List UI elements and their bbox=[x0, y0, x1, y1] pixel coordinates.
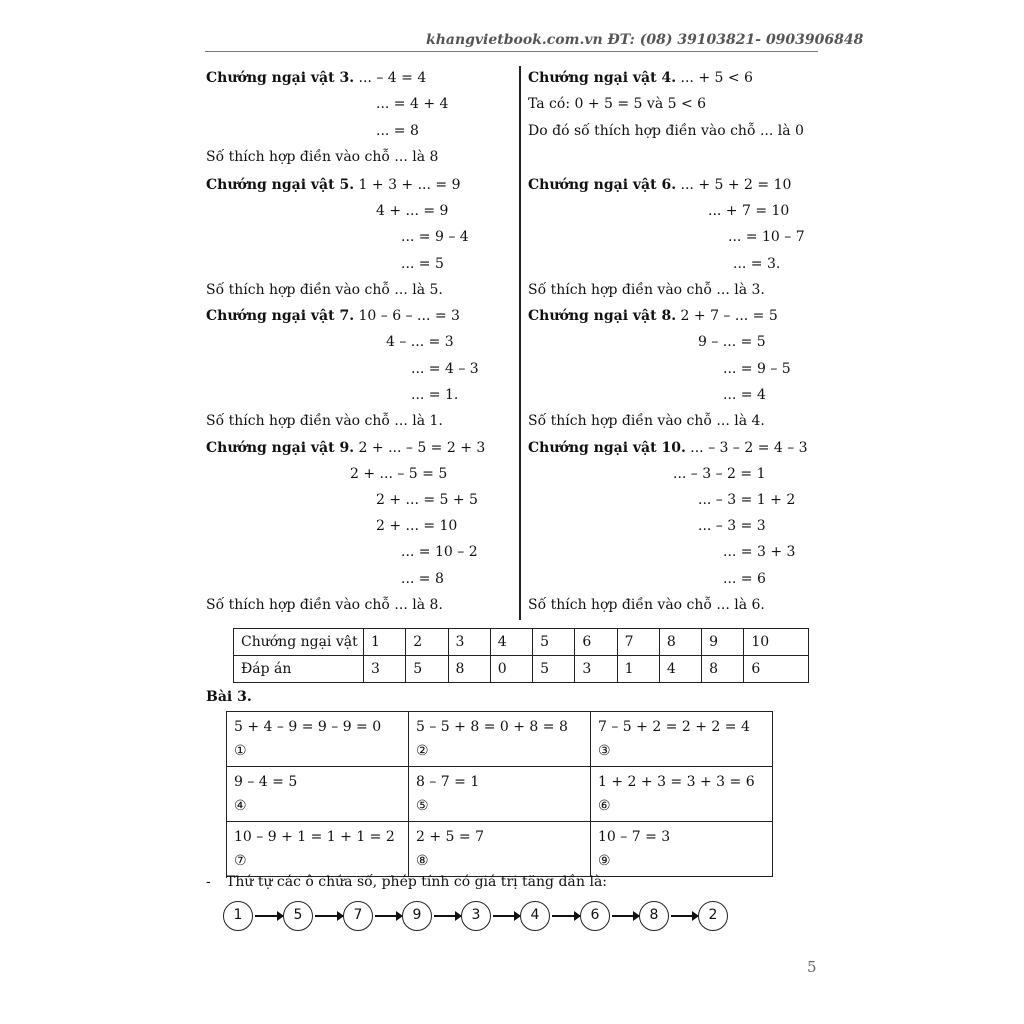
obstacle-5-line3: ... = 9 – 4 bbox=[401, 229, 469, 245]
bai3-expr: 7 – 5 + 2 = 2 + 2 = 4 bbox=[598, 719, 750, 735]
answer-table-cell: 6 bbox=[744, 656, 809, 683]
answer-table-cell: 3 bbox=[575, 656, 617, 683]
sequence-node: 3 bbox=[461, 901, 491, 931]
answer-table-cell: 3 bbox=[364, 656, 406, 683]
answer-table-cell: 10 bbox=[744, 629, 809, 656]
bai3-row bbox=[227, 712, 773, 767]
bai3-mark: ④ bbox=[234, 798, 247, 814]
bai3-row bbox=[227, 767, 773, 822]
arrow bbox=[493, 915, 520, 917]
answer-table-row-answers bbox=[234, 656, 809, 683]
obstacle-8-line4: ... = 4 bbox=[723, 387, 766, 403]
sequence-node: 1 bbox=[223, 901, 253, 931]
sequence-node: 7 bbox=[343, 901, 373, 931]
obstacle-4-line2: Ta có: 0 + 5 = 5 và 5 < 6 bbox=[528, 96, 707, 112]
answer-table-cell: 9 bbox=[702, 629, 744, 656]
arrow bbox=[255, 915, 283, 917]
obstacle-8-line3: ... = 9 – 5 bbox=[723, 361, 791, 377]
bai3-cell bbox=[409, 712, 591, 767]
sequence-node: 6 bbox=[580, 901, 610, 931]
answer-table-cell: 1 bbox=[617, 656, 659, 683]
order-instruction: Thứ tự các ô chứa số, phép tính có giá trị tăng dần là: bbox=[226, 874, 608, 890]
obstacle-3-line1: Chướng ngại vật 3. ... – 4 = 4 bbox=[206, 70, 427, 86]
bai3-cell bbox=[591, 712, 773, 767]
obstacle-9-line2: 2 + ... – 5 = 5 bbox=[350, 466, 448, 482]
obstacle-9-line6: ... = 8 bbox=[401, 571, 444, 587]
bai3-expr: 1 + 2 + 3 = 3 + 3 = 6 bbox=[598, 774, 755, 790]
answer-table-cell: 4 bbox=[490, 629, 532, 656]
arrow bbox=[434, 915, 461, 917]
obstacle-6-line1: Chướng ngại vật 6. ... + 5 + 2 = 10 bbox=[528, 177, 792, 193]
obstacle-10-line4: ... – 3 = 3 bbox=[698, 518, 766, 534]
obstacle-6-line2: ... + 7 = 10 bbox=[708, 203, 790, 219]
bai3-cell bbox=[409, 822, 591, 877]
answer-table-cell: 8 bbox=[702, 656, 744, 683]
arrow bbox=[552, 915, 580, 917]
answer-table-cell: 4 bbox=[659, 656, 701, 683]
obstacle-7-line1: Chướng ngại vật 7. 10 – 6 – ... = 3 bbox=[206, 308, 460, 324]
answer-table-row-label: Chướng ngại vật bbox=[234, 629, 364, 656]
obstacle-10-conclusion: Số thích hợp điền vào chỗ ... là 6. bbox=[528, 597, 765, 613]
obstacle-5-line1: Chướng ngại vật 5. 1 + 3 + ... = 9 bbox=[206, 177, 461, 193]
bai3-title: Bài 3. bbox=[206, 689, 252, 705]
page-number: 5 bbox=[807, 958, 817, 976]
header-rule bbox=[205, 51, 818, 52]
order-dash: - bbox=[206, 874, 211, 890]
obstacle-3-conclusion: Số thích hợp điền vào chỗ ... là 8 bbox=[206, 149, 439, 165]
obstacle-7-line2: 4 – ... = 3 bbox=[386, 334, 454, 350]
answer-table-cell: 8 bbox=[448, 656, 490, 683]
sequence-node: 4 bbox=[520, 901, 550, 931]
obstacle-10-line6: ... = 6 bbox=[723, 571, 766, 587]
obstacle-10-line2: ... – 3 – 2 = 1 bbox=[673, 466, 766, 482]
answer-table-cell: 5 bbox=[406, 656, 448, 683]
obstacle-5-conclusion: Số thích hợp điền vào chỗ ... là 5. bbox=[206, 282, 443, 298]
bai3-mark: ⑨ bbox=[598, 853, 611, 869]
obstacle-5-line4: ... = 5 bbox=[401, 256, 444, 272]
sequence-node: 9 bbox=[402, 901, 432, 931]
bai3-expr: 9 – 4 = 5 bbox=[234, 774, 298, 790]
bai3-cell bbox=[591, 822, 773, 877]
bai3-expr: 10 – 7 = 3 bbox=[598, 829, 671, 845]
obstacle-9-line1: Chướng ngại vật 9. 2 + ... – 5 = 2 + 3 bbox=[206, 440, 486, 456]
bai3-row bbox=[227, 822, 773, 877]
obstacle-3-line2: ... = 4 + 4 bbox=[376, 96, 449, 112]
answer-table-cell: 5 bbox=[533, 656, 575, 683]
header-text: khangvietbook.com.vn ĐT: (08) 39103821- 0903906848 bbox=[426, 32, 864, 48]
bai3-mark: ① bbox=[234, 743, 247, 759]
obstacle-10-line5: ... = 3 + 3 bbox=[723, 544, 796, 560]
obstacle-8-line1: Chướng ngại vật 8. 2 + 7 – ... = 5 bbox=[528, 308, 778, 324]
obstacle-9-line5: ... = 10 – 2 bbox=[401, 544, 478, 560]
bai3-expr: 5 + 4 – 9 = 9 – 9 = 0 bbox=[234, 719, 382, 735]
obstacle-9-conclusion: Số thích hợp điền vào chỗ ... là 8. bbox=[206, 597, 443, 613]
obstacle-7-conclusion: Số thích hợp điền vào chỗ ... là 1. bbox=[206, 413, 443, 429]
bai3-expr: 8 – 7 = 1 bbox=[416, 774, 480, 790]
sequence-node: 8 bbox=[639, 901, 669, 931]
obstacle-6-line3: ... = 10 – 7 bbox=[728, 229, 805, 245]
bai3-cell bbox=[227, 822, 409, 877]
bai3-cell bbox=[591, 767, 773, 822]
obstacle-6-conclusion: Số thích hợp điền vào chỗ ... là 3. bbox=[528, 282, 765, 298]
obstacle-7-line4: ... = 1. bbox=[411, 387, 459, 403]
answer-table-cell: 7 bbox=[617, 629, 659, 656]
bai3-mark: ⑧ bbox=[416, 853, 429, 869]
arrow bbox=[612, 915, 639, 917]
arrow bbox=[315, 915, 343, 917]
answer-table-cell: 8 bbox=[659, 629, 701, 656]
bai3-expr: 5 – 5 + 8 = 0 + 8 = 8 bbox=[416, 719, 568, 735]
obstacle-4-line1: Chướng ngại vật 4. ... + 5 < 6 bbox=[528, 70, 753, 86]
answer-table-row-obstacles bbox=[234, 629, 809, 656]
bai3-mark: ③ bbox=[598, 743, 611, 759]
obstacle-5-line2: 4 + ... = 9 bbox=[376, 203, 449, 219]
bai3-mark: ⑦ bbox=[234, 853, 247, 869]
obstacle-3-line3: ... = 8 bbox=[376, 123, 419, 139]
answer-table-cell: 0 bbox=[490, 656, 532, 683]
answer-table-cell: 1 bbox=[364, 629, 406, 656]
obstacle-4-line3: Do đó số thích hợp điền vào chỗ ... là 0 bbox=[528, 123, 804, 139]
sequence-node: 5 bbox=[283, 901, 313, 931]
answer-table-row-label: Đáp án bbox=[234, 656, 364, 683]
obstacle-9-line4: 2 + ... = 10 bbox=[376, 518, 458, 534]
answer-table-cell: 6 bbox=[575, 629, 617, 656]
obstacle-6-line4: ... = 3. bbox=[733, 256, 781, 272]
answer-table-cell: 3 bbox=[448, 629, 490, 656]
bai3-cell bbox=[227, 767, 409, 822]
bai3-cell bbox=[227, 712, 409, 767]
obstacle-8-line2: 9 – ... = 5 bbox=[698, 334, 766, 350]
column-divider bbox=[519, 66, 521, 620]
arrow bbox=[375, 915, 402, 917]
sequence-node: 2 bbox=[698, 901, 728, 931]
bai3-expr: 10 – 9 + 1 = 1 + 1 = 2 bbox=[234, 829, 395, 845]
bai3-expr: 2 + 5 = 7 bbox=[416, 829, 484, 845]
answer-table-cell: 5 bbox=[533, 629, 575, 656]
bai3-mark: ⑤ bbox=[416, 798, 429, 814]
obstacle-8-conclusion: Số thích hợp điền vào chỗ ... là 4. bbox=[528, 413, 765, 429]
bai3-cell bbox=[409, 767, 591, 822]
answer-table bbox=[233, 628, 809, 683]
bai3-grid bbox=[226, 711, 773, 877]
obstacle-7-line3: ... = 4 – 3 bbox=[411, 361, 479, 377]
obstacle-9-line3: 2 + ... = 5 + 5 bbox=[376, 492, 478, 508]
answer-table-cell: 2 bbox=[406, 629, 448, 656]
obstacle-10-line1: Chướng ngại vật 10. ... – 3 – 2 = 4 – 3 bbox=[528, 440, 808, 456]
bai3-mark: ② bbox=[416, 743, 429, 759]
bai3-mark: ⑥ bbox=[598, 798, 611, 814]
obstacle-10-line3: ... – 3 = 1 + 2 bbox=[698, 492, 796, 508]
arrow bbox=[671, 915, 698, 917]
